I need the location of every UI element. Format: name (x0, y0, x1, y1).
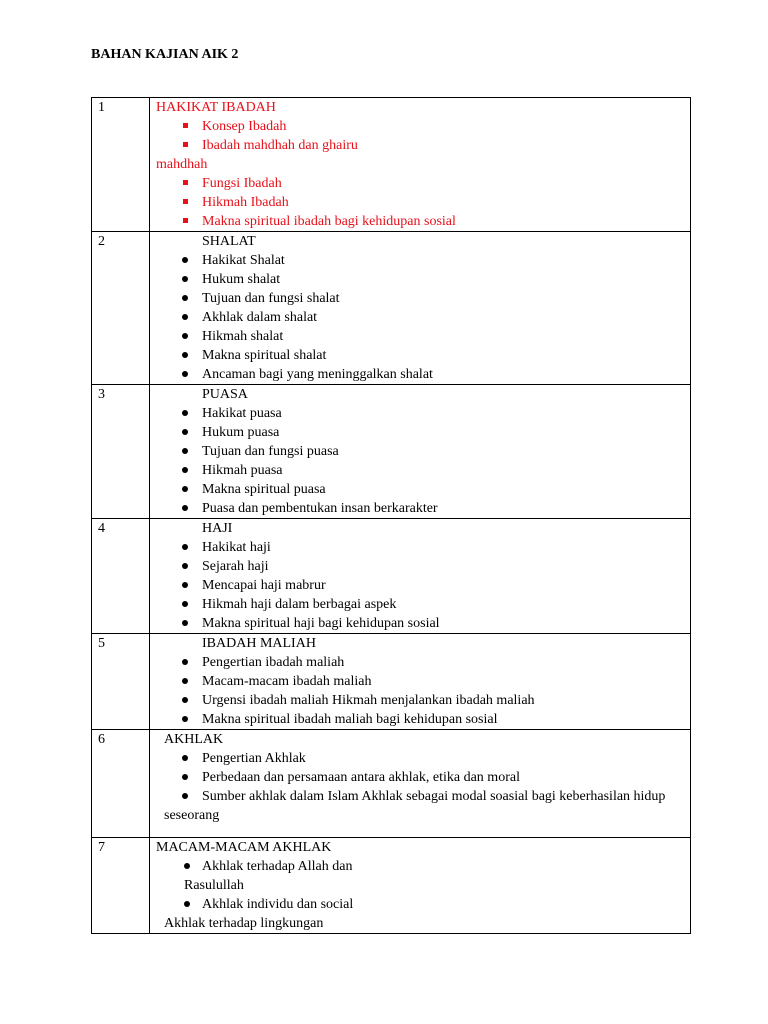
list-item: Perbedaan dan persamaan antara akhlak, etika dan moral (156, 768, 690, 787)
bullet-icon (180, 653, 190, 672)
bullet-icon (182, 857, 192, 876)
section-heading: HAKIKAT IBADAH (156, 100, 276, 115)
list-item: Hikmah haji dalam berbagai aspek (156, 595, 690, 614)
list-item: Hikmah Ibadah (156, 193, 690, 212)
square-bullet-icon (180, 212, 190, 231)
list-item: Hukum puasa (156, 423, 690, 442)
square-bullet-icon (180, 193, 190, 212)
row-content (150, 232, 691, 385)
list-item: Makna spiritual ibadah maliah bagi kehidupan sosial (156, 710, 690, 729)
bullet-icon (180, 461, 190, 480)
document-title: BAHAN KAJIAN AIK 2 (91, 47, 239, 62)
table-row (92, 98, 691, 232)
row-number: 5 (92, 634, 150, 730)
row-content (150, 838, 691, 934)
list-item: Konsep Ibadah (156, 117, 690, 136)
list-item: Pengertian ibadah maliah (156, 653, 690, 672)
row-number: 7 (92, 838, 150, 934)
bullet-icon (180, 749, 190, 768)
list-item-continuation: Rasulullah (184, 878, 244, 893)
list-item: Akhlak dalam shalat (156, 308, 690, 327)
section-heading: PUASA (202, 387, 248, 402)
list-item: Ibadah mahdhah dan ghairu (156, 136, 690, 155)
bullet-icon (180, 404, 190, 423)
list-item: Hikmah puasa (156, 461, 690, 480)
row-content (150, 98, 691, 232)
list-item: Makna spiritual haji bagi kehidupan sosial (156, 614, 690, 633)
bullet-icon (180, 595, 190, 614)
bullet-icon (180, 499, 190, 518)
bullet-icon (180, 270, 190, 289)
row-number: 1 (92, 98, 150, 232)
list-item: Tujuan dan fungsi puasa (156, 442, 690, 461)
section-heading: IBADAH MALIAH (202, 636, 316, 651)
table-row (92, 634, 691, 730)
list-item: Ancaman bagi yang meninggalkan shalat (156, 365, 690, 384)
list-item: Hakikat puasa (156, 404, 690, 423)
bullet-icon (180, 576, 190, 595)
bullet-icon (180, 710, 190, 729)
list-item-continuation: seseorang (164, 808, 220, 823)
square-bullet-icon (180, 117, 190, 136)
list-item: Hukum shalat (156, 270, 690, 289)
bullet-icon (180, 672, 190, 691)
bullet-icon (180, 480, 190, 499)
bullet-icon (180, 346, 190, 365)
table-row (92, 232, 691, 385)
square-bullet-icon (180, 136, 190, 155)
table-row (92, 838, 691, 934)
list-item: Makna spiritual puasa (156, 480, 690, 499)
list-item: Tujuan dan fungsi shalat (156, 289, 690, 308)
list-item: Mencapai haji mabrur (156, 576, 690, 595)
table-row (92, 730, 691, 838)
list-item: Macam-macam ibadah maliah (156, 672, 690, 691)
list-item: Akhlak individu dan social (156, 895, 690, 914)
section-heading: SHALAT (202, 234, 256, 249)
bullet-icon (180, 787, 190, 806)
list-item: Makna spiritual ibadah bagi kehidupan sosial (156, 212, 690, 231)
bullet-icon (180, 327, 190, 346)
list-item: Akhlak terhadap Allah dan (156, 857, 690, 876)
bullet-icon (180, 289, 190, 308)
list-item: Hakikat Shalat (156, 251, 690, 270)
list-item-continuation: mahdhah (156, 157, 208, 172)
row-content (150, 730, 691, 838)
list-item: Fungsi Ibadah (156, 174, 690, 193)
list-item: Urgensi ibadah maliah Hikmah menjalankan ibadah maliah (156, 691, 690, 710)
bullet-icon (180, 691, 190, 710)
row-content (150, 634, 691, 730)
section-heading: HAJI (202, 521, 233, 536)
table-row (92, 385, 691, 519)
square-bullet-icon (180, 174, 190, 193)
row-number: 3 (92, 385, 150, 519)
bullet-icon (180, 423, 190, 442)
bullet-icon (180, 442, 190, 461)
bullet-icon (180, 365, 190, 384)
trailing-text: Akhlak terhadap lingkungan (164, 916, 324, 931)
row-number: 6 (92, 730, 150, 838)
list-item: Pengertian Akhlak (156, 749, 690, 768)
list-item: Puasa dan pembentukan insan berkarakter (156, 499, 690, 518)
table-row (92, 519, 691, 634)
outline-table (91, 97, 691, 934)
bullet-icon (180, 614, 190, 633)
bullet-icon (180, 768, 190, 787)
bullet-icon (180, 557, 190, 576)
list-item: Hikmah shalat (156, 327, 690, 346)
row-content (150, 519, 691, 634)
bullet-icon (180, 538, 190, 557)
list-item: Sejarah haji (156, 557, 690, 576)
list-item: Makna spiritual shalat (156, 346, 690, 365)
bullet-icon (180, 308, 190, 327)
section-heading: AKHLAK (164, 732, 224, 747)
list-item: Hakikat haji (156, 538, 690, 557)
row-number: 2 (92, 232, 150, 385)
bullet-icon (182, 895, 192, 914)
bullet-icon (180, 251, 190, 270)
list-item: Sumber akhlak dalam Islam Akhlak sebagai modal soasial bagi keberhasilan hidup (156, 787, 690, 806)
section-heading: MACAM-MACAM AKHLAK (156, 840, 332, 855)
row-content (150, 385, 691, 519)
row-number: 4 (92, 519, 150, 634)
